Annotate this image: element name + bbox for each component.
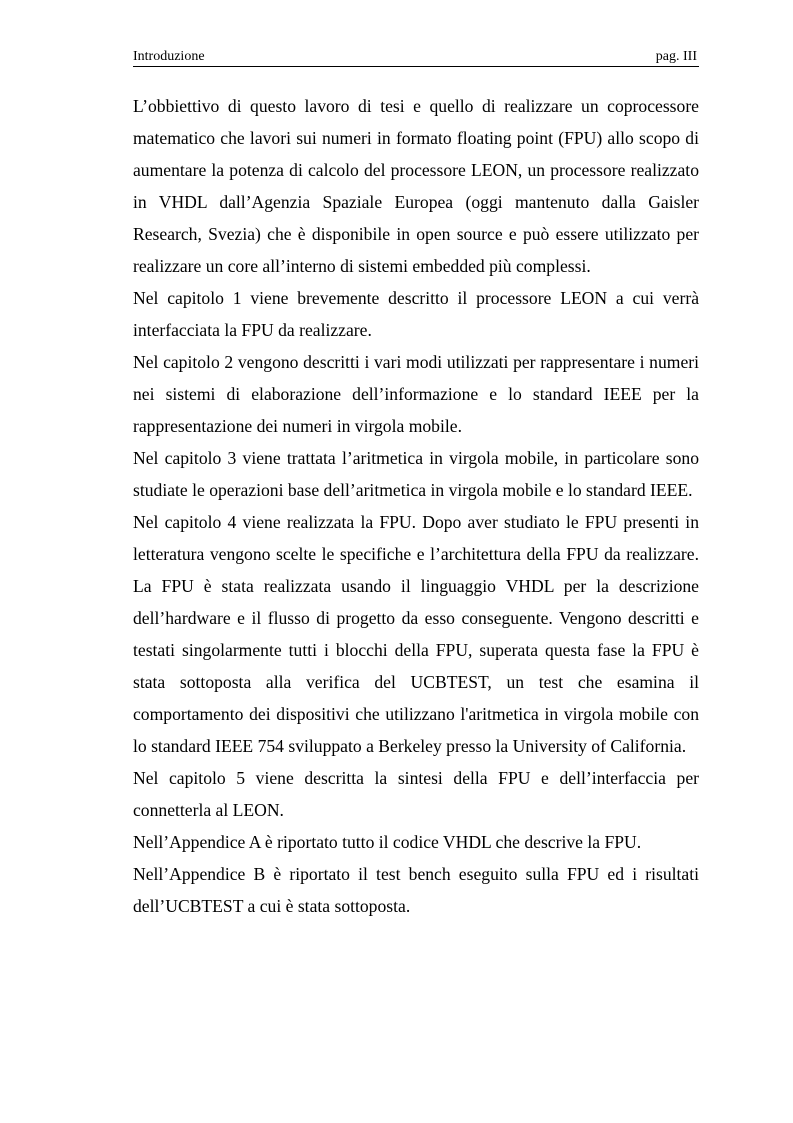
body-text xyxy=(133,90,699,922)
paragraph-chapter-5: Nel capitolo 5 viene descritta la sintesi della FPU e dell’interfaccia per connetterla al LEON. xyxy=(133,768,699,820)
paragraph-chapter-3: Nel capitolo 3 viene trattata l’aritmetica in virgola mobile, in particolare sono studiate le operazioni base dell’aritmetica in virgola mobile e lo standard IEEE. xyxy=(133,448,699,500)
page-number: pag. III xyxy=(655,49,697,64)
paragraph-intro: L’obbiettivo di questo lavoro di tesi e quello di realizzare un coprocessore matematico che lavori sui numeri in formato floating point (FPU) allo scopo di aumentare la potenza di calcolo del processore LEON, un processore realizzato in VHDL dall’Agenzia Spaziale Europea (oggi mantenuto dalla Gaisler Research, Svezia) che è disponibile in open source e può essere utilizzato per realizzare un core all’interno di sistemi embedded più complessi. xyxy=(133,96,699,276)
paragraph-appendix-b: Nell’Appendice B è riportato il test bench eseguito sulla FPU ed i risultati dell’UCBTEST a cui è stata sottoposta. xyxy=(133,864,699,916)
paragraph-chapter-2: Nel capitolo 2 vengono descritti i vari modi utilizzati per rappresentare i numeri nei sistemi di elaborazione dell’informazione e lo standard IEEE per la rappresentazione dei numeri in virgola mobile. xyxy=(133,352,699,436)
page-header xyxy=(133,48,699,67)
chapter-title: Introduzione xyxy=(133,49,205,64)
paragraph-appendix-a: Nell’Appendice A è riportato tutto il codice VHDL che descrive la FPU. xyxy=(133,832,642,852)
paragraph-chapter-1: Nel capitolo 1 viene brevemente descritto il processore LEON a cui verrà interfacciata la FPU da realizzare. xyxy=(133,288,699,340)
paragraph-chapter-4: Nel capitolo 4 viene realizzata la FPU. Dopo aver studiato le FPU presenti in letteratura vengono scelte le specifiche e l’architettura della FPU da realizzare. La FPU è stata realizzata usando il linguaggio VHDL per la descrizione dell’hardware e il flusso di progetto da esso conseguente. Vengono descritti e testati singolarmente tutti i blocchi della FPU, superata questa fase la FPU è stata sottoposta alla verifica del UCBTEST, un test che esamina il comportamento dei dispositivi che utilizzano l'aritmetica in virgola mobile con lo standard IEEE 754 sviluppato a Berkeley presso la University of California. xyxy=(133,512,699,756)
